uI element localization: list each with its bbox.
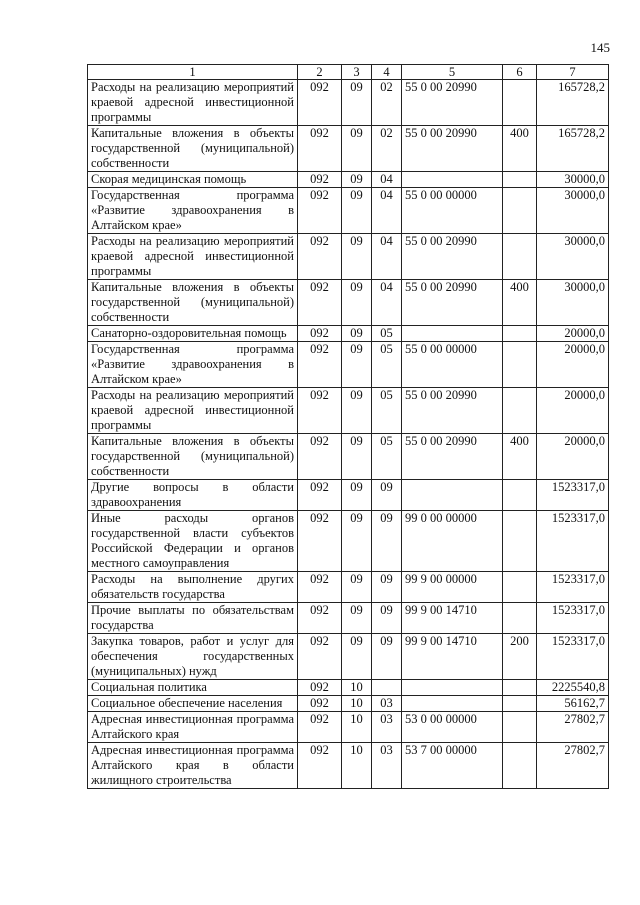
section-code-cell: 09 — [342, 388, 372, 434]
expense-type-cell — [503, 326, 537, 342]
expense-type-cell: 400 — [503, 126, 537, 172]
amount-cell: 1523317,0 — [537, 572, 609, 603]
table-row — [88, 80, 609, 126]
table-header-row — [88, 65, 609, 80]
table-row — [88, 326, 609, 342]
section-code-cell: 10 — [342, 696, 372, 712]
expense-type-cell — [503, 603, 537, 634]
subsection-code-cell: 03 — [372, 743, 402, 789]
subsection-code-cell: 05 — [372, 388, 402, 434]
subsection-code-cell: 03 — [372, 712, 402, 743]
ved-code-cell: 092 — [298, 280, 342, 326]
expense-type-cell — [503, 80, 537, 126]
target-article-cell: 99 0 00 00000 — [402, 511, 503, 572]
ved-code-cell: 092 — [298, 188, 342, 234]
row-name-cell: Прочие выплаты по обязательствам государства — [88, 603, 298, 634]
section-code-cell: 09 — [342, 234, 372, 280]
target-article-cell: 53 0 00 00000 — [402, 712, 503, 743]
amount-cell: 20000,0 — [537, 388, 609, 434]
column-header: 6 — [503, 65, 537, 80]
target-article-cell — [402, 326, 503, 342]
table-body — [88, 80, 609, 789]
row-name-cell: Расходы на выполнение других обязательств государства — [88, 572, 298, 603]
column-header: 1 — [88, 65, 298, 80]
column-header: 3 — [342, 65, 372, 80]
amount-cell: 30000,0 — [537, 172, 609, 188]
table-row — [88, 126, 609, 172]
table-row — [88, 188, 609, 234]
row-name-cell: Закупка товаров, работ и услуг для обеспечения государственных (муниципальных) нужд — [88, 634, 298, 680]
target-article-cell: 99 9 00 14710 — [402, 634, 503, 680]
ved-code-cell: 092 — [298, 342, 342, 388]
ved-code-cell: 092 — [298, 172, 342, 188]
subsection-code-cell: 05 — [372, 326, 402, 342]
ved-code-cell: 092 — [298, 434, 342, 480]
expense-type-cell — [503, 680, 537, 696]
column-header: 7 — [537, 65, 609, 80]
row-name-cell: Капитальные вложения в объекты государственной (муниципальной) собственности — [88, 280, 298, 326]
ved-code-cell: 092 — [298, 480, 342, 511]
budget-table — [87, 64, 609, 789]
section-code-cell: 09 — [342, 511, 372, 572]
expense-type-cell — [503, 188, 537, 234]
subsection-code-cell: 05 — [372, 342, 402, 388]
column-header: 5 — [402, 65, 503, 80]
subsection-code-cell: 09 — [372, 634, 402, 680]
target-article-cell: 55 0 00 20990 — [402, 434, 503, 480]
amount-cell: 2225540,8 — [537, 680, 609, 696]
target-article-cell: 55 0 00 20990 — [402, 280, 503, 326]
expense-type-cell: 400 — [503, 280, 537, 326]
column-header: 4 — [372, 65, 402, 80]
target-article-cell — [402, 680, 503, 696]
row-name-cell: Иные расходы органов государственной власти субъектов Российской Федерации и органов местного самоуправления — [88, 511, 298, 572]
amount-cell: 27802,7 — [537, 743, 609, 789]
ved-code-cell: 092 — [298, 696, 342, 712]
expense-type-cell: 400 — [503, 434, 537, 480]
target-article-cell — [402, 696, 503, 712]
target-article-cell: 55 0 00 20990 — [402, 388, 503, 434]
amount-cell: 1523317,0 — [537, 480, 609, 511]
target-article-cell: 99 9 00 14710 — [402, 603, 503, 634]
expense-type-cell — [503, 743, 537, 789]
section-code-cell: 10 — [342, 743, 372, 789]
amount-cell: 30000,0 — [537, 188, 609, 234]
amount-cell: 30000,0 — [537, 280, 609, 326]
section-code-cell: 09 — [342, 80, 372, 126]
row-name-cell: Государственная программа «Развитие здравоохранения в Алтайском крае» — [88, 342, 298, 388]
column-header: 2 — [298, 65, 342, 80]
subsection-code-cell: 04 — [372, 188, 402, 234]
amount-cell: 56162,7 — [537, 696, 609, 712]
table-row — [88, 603, 609, 634]
subsection-code-cell: 09 — [372, 480, 402, 511]
table-row — [88, 634, 609, 680]
row-name-cell: Адресная инвестиционная программа Алтайского края — [88, 712, 298, 743]
table-row — [88, 342, 609, 388]
section-code-cell: 09 — [342, 326, 372, 342]
ved-code-cell: 092 — [298, 680, 342, 696]
subsection-code-cell: 03 — [372, 696, 402, 712]
table-row — [88, 680, 609, 696]
expense-type-cell — [503, 172, 537, 188]
amount-cell: 165728,2 — [537, 126, 609, 172]
ved-code-cell: 092 — [298, 572, 342, 603]
ved-code-cell: 092 — [298, 326, 342, 342]
row-name-cell: Расходы на реализацию мероприятий краевой адресной инвестиционной программы — [88, 234, 298, 280]
target-article-cell: 99 9 00 00000 — [402, 572, 503, 603]
target-article-cell — [402, 480, 503, 511]
expense-type-cell: 200 — [503, 634, 537, 680]
section-code-cell: 09 — [342, 188, 372, 234]
table-row — [88, 172, 609, 188]
table-row — [88, 572, 609, 603]
target-article-cell: 55 0 00 00000 — [402, 188, 503, 234]
row-name-cell: Социальное обеспечение населения — [88, 696, 298, 712]
expense-type-cell — [503, 712, 537, 743]
ved-code-cell: 092 — [298, 80, 342, 126]
row-name-cell: Санаторно-оздоровительная помощь — [88, 326, 298, 342]
section-code-cell: 10 — [342, 680, 372, 696]
row-name-cell: Капитальные вложения в объекты государственной (муниципальной) собственности — [88, 434, 298, 480]
table-row — [88, 696, 609, 712]
table-row — [88, 480, 609, 511]
ved-code-cell: 092 — [298, 388, 342, 434]
row-name-cell: Скорая медицинская помощь — [88, 172, 298, 188]
subsection-code-cell: 05 — [372, 434, 402, 480]
target-article-cell: 55 0 00 20990 — [402, 234, 503, 280]
subsection-code-cell: 02 — [372, 126, 402, 172]
expense-type-cell — [503, 696, 537, 712]
ved-code-cell: 092 — [298, 712, 342, 743]
ved-code-cell: 092 — [298, 603, 342, 634]
section-code-cell: 09 — [342, 603, 372, 634]
table-row — [88, 712, 609, 743]
target-article-cell: 55 0 00 20990 — [402, 126, 503, 172]
target-article-cell: 55 0 00 00000 — [402, 342, 503, 388]
subsection-code-cell: 02 — [372, 80, 402, 126]
page-number: 145 — [590, 40, 610, 55]
subsection-code-cell: 04 — [372, 234, 402, 280]
ved-code-cell: 092 — [298, 511, 342, 572]
amount-cell: 1523317,0 — [537, 634, 609, 680]
subsection-code-cell: 09 — [372, 603, 402, 634]
table-row — [88, 234, 609, 280]
row-name-cell: Другие вопросы в области здравоохранения — [88, 480, 298, 511]
section-code-cell: 09 — [342, 280, 372, 326]
amount-cell: 20000,0 — [537, 342, 609, 388]
row-name-cell: Государственная программа «Развитие здравоохранения в Алтайском крае» — [88, 188, 298, 234]
section-code-cell: 09 — [342, 572, 372, 603]
table-row — [88, 743, 609, 789]
subsection-code-cell: 04 — [372, 280, 402, 326]
row-name-cell: Расходы на реализацию мероприятий краевой адресной инвестиционной программы — [88, 388, 298, 434]
subsection-code-cell — [372, 680, 402, 696]
table-row — [88, 388, 609, 434]
section-code-cell: 09 — [342, 342, 372, 388]
table-row — [88, 511, 609, 572]
ved-code-cell: 092 — [298, 234, 342, 280]
amount-cell: 20000,0 — [537, 326, 609, 342]
expense-type-cell — [503, 511, 537, 572]
section-code-cell: 09 — [342, 126, 372, 172]
row-name-cell: Адресная инвестиционная программа Алтайского края в области жилищного строительства — [88, 743, 298, 789]
amount-cell: 165728,2 — [537, 80, 609, 126]
subsection-code-cell: 04 — [372, 172, 402, 188]
section-code-cell: 09 — [342, 172, 372, 188]
ved-code-cell: 092 — [298, 743, 342, 789]
amount-cell: 1523317,0 — [537, 511, 609, 572]
expense-type-cell — [503, 388, 537, 434]
amount-cell: 30000,0 — [537, 234, 609, 280]
subsection-code-cell: 09 — [372, 572, 402, 603]
section-code-cell: 10 — [342, 712, 372, 743]
section-code-cell: 09 — [342, 434, 372, 480]
table-row — [88, 280, 609, 326]
amount-cell: 27802,7 — [537, 712, 609, 743]
row-name-cell: Капитальные вложения в объекты государственной (муниципальной) собственности — [88, 126, 298, 172]
target-article-cell — [402, 172, 503, 188]
expense-type-cell — [503, 342, 537, 388]
target-article-cell: 53 7 00 00000 — [402, 743, 503, 789]
row-name-cell: Расходы на реализацию мероприятий краевой адресной инвестиционной программы — [88, 80, 298, 126]
section-code-cell: 09 — [342, 480, 372, 511]
row-name-cell: Социальная политика — [88, 680, 298, 696]
amount-cell: 1523317,0 — [537, 603, 609, 634]
subsection-code-cell: 09 — [372, 511, 402, 572]
ved-code-cell: 092 — [298, 126, 342, 172]
table-row — [88, 434, 609, 480]
section-code-cell: 09 — [342, 634, 372, 680]
expense-type-cell — [503, 234, 537, 280]
expense-type-cell — [503, 572, 537, 603]
amount-cell: 20000,0 — [537, 434, 609, 480]
ved-code-cell: 092 — [298, 634, 342, 680]
expense-type-cell — [503, 480, 537, 511]
target-article-cell: 55 0 00 20990 — [402, 80, 503, 126]
